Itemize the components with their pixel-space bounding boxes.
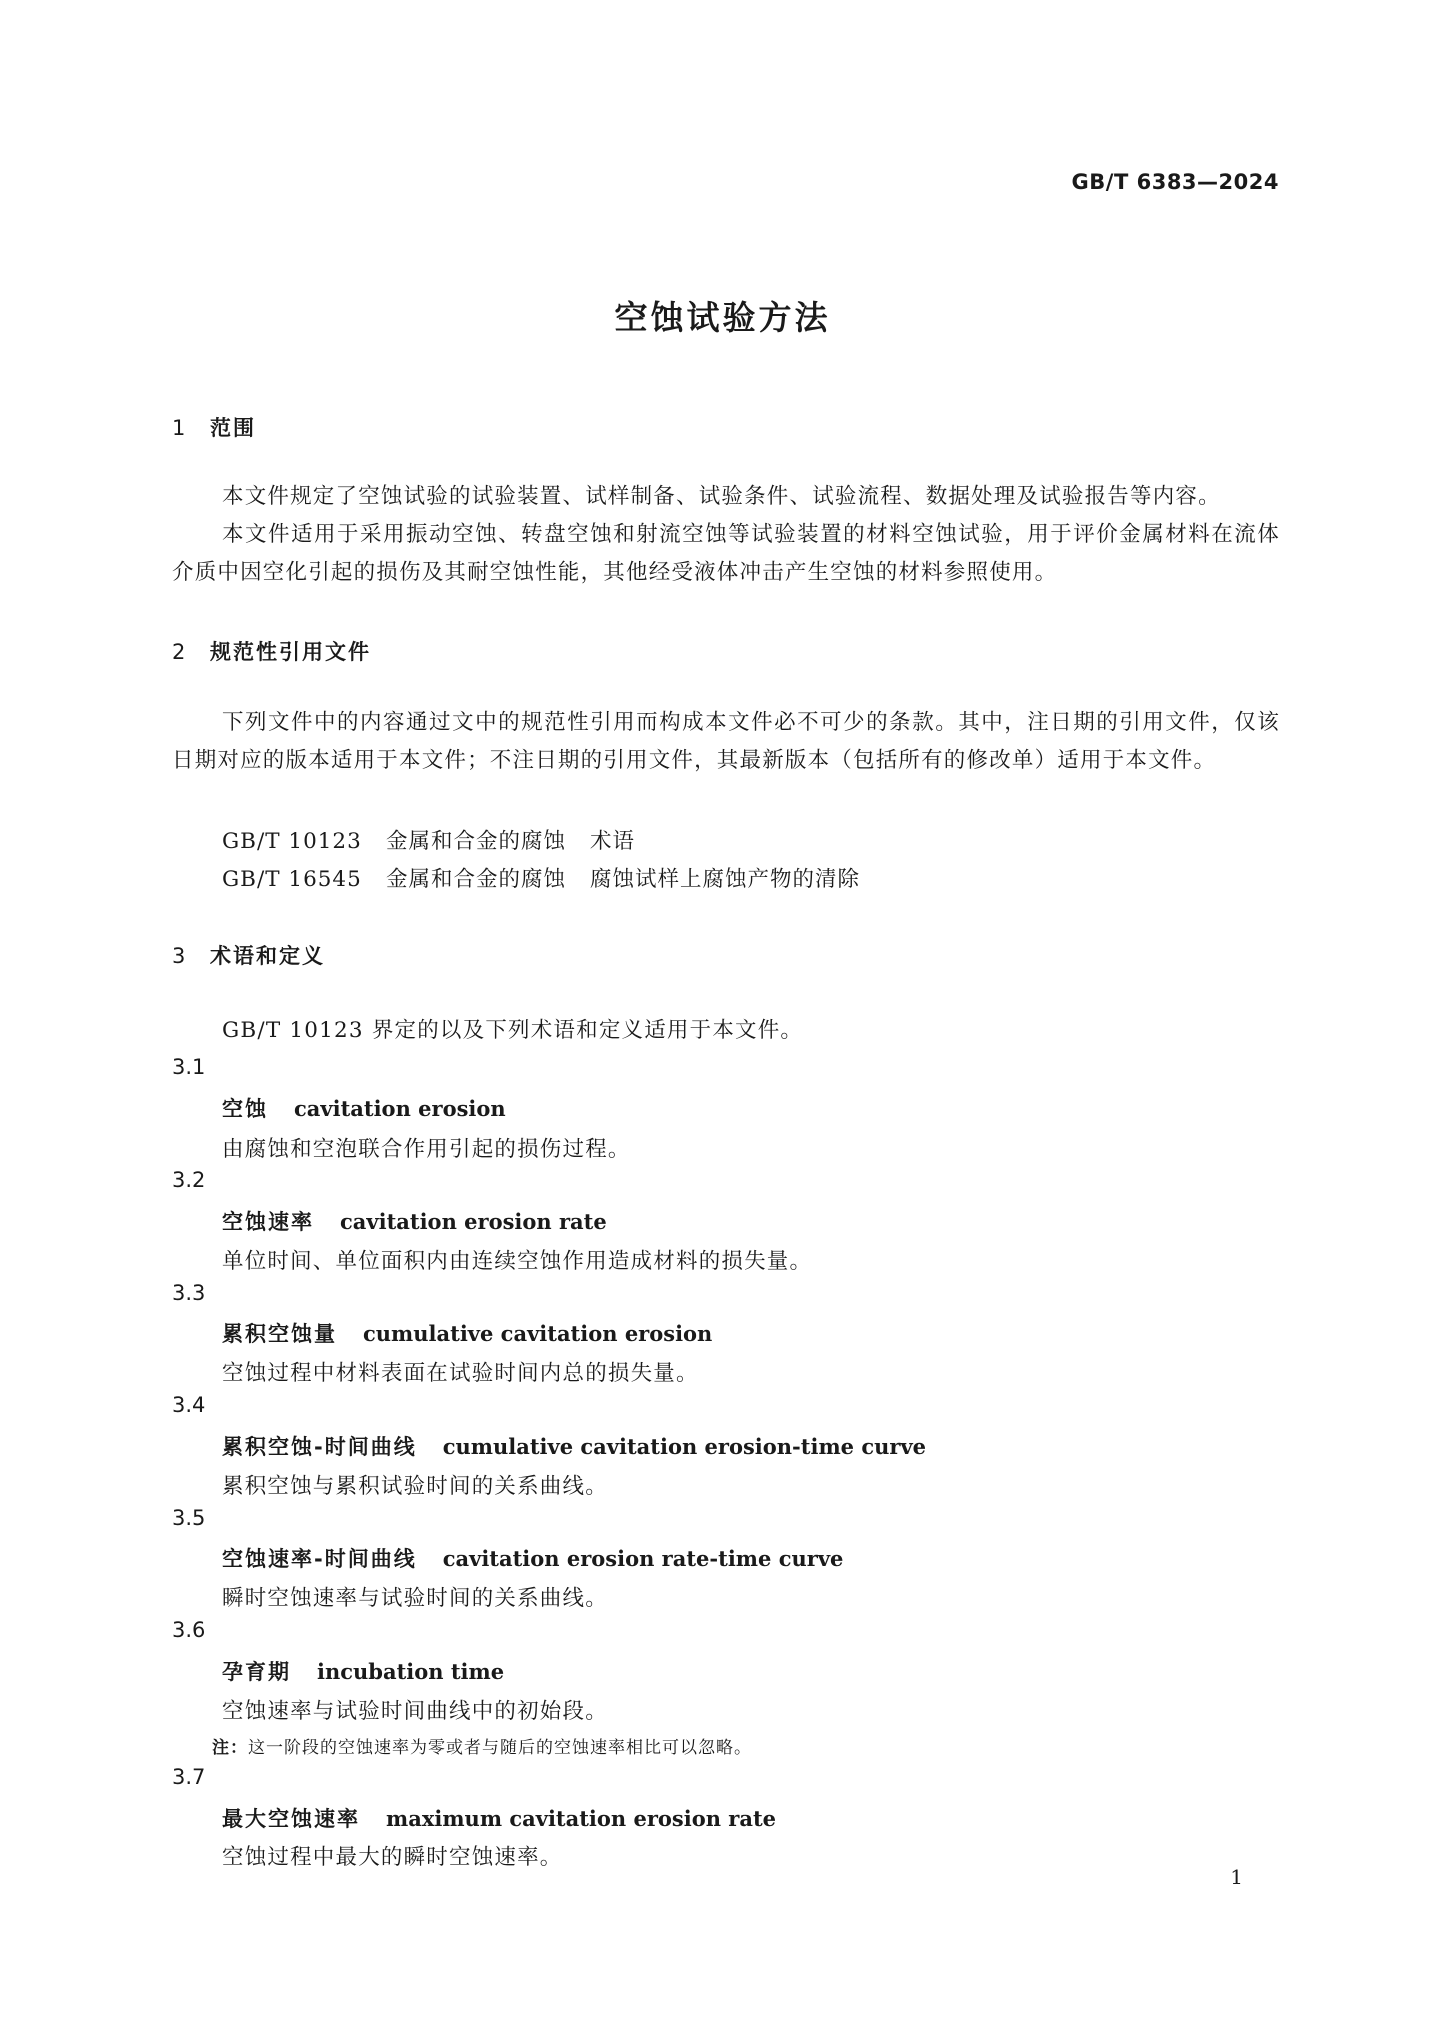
term-english: cavitation erosion rate — [340, 1209, 607, 1234]
term-definition: 空蚀过程中最大的瞬时空蚀速率。 — [222, 1845, 563, 1870]
term-heading — [222, 1543, 843, 1573]
section-heading-normative-references — [172, 636, 371, 666]
term-heading — [222, 1206, 607, 1236]
term-chinese: 累积空蚀量 — [222, 1322, 337, 1346]
term-definition: 空蚀过程中材料表面在试验时间内总的损失量。 — [222, 1361, 699, 1386]
term-english: cumulative cavitation erosion-time curve — [442, 1434, 927, 1459]
scope-paragraph-1: 本文件规定了空蚀试验的试验装置、试样制备、试验条件、试验流程、数据处理及试验报告等内容。 — [222, 484, 1221, 509]
term-chinese: 空蚀速率 — [222, 1210, 314, 1234]
reference-name: 金属和合金的腐蚀 — [386, 867, 567, 892]
term-definition: 单位时间、单位面积内由连续空蚀作用造成材料的损失量。 — [222, 1249, 813, 1274]
section-title: 规范性引用文件 — [210, 640, 371, 664]
term-english: cumulative cavitation erosion — [363, 1321, 713, 1346]
term-number: 3.1 — [172, 1055, 206, 1079]
reference-title: 术语 — [590, 829, 636, 854]
reference-entry — [222, 862, 860, 893]
term-chinese: 最大空蚀速率 — [222, 1807, 360, 1831]
reference-code: GB/T 10123 — [222, 829, 362, 854]
note-label: 注： — [212, 1738, 248, 1758]
term-number: 3.3 — [172, 1281, 206, 1305]
document-title: 空蚀试验方法 — [614, 298, 831, 337]
term-english: cavitation erosion — [294, 1096, 506, 1121]
term-chinese: 孕育期 — [222, 1660, 291, 1684]
term-number: 3.5 — [172, 1506, 206, 1530]
term-heading — [222, 1803, 776, 1833]
section-heading-terms — [172, 940, 325, 970]
term-heading — [222, 1093, 506, 1123]
term-definition: 累积空蚀与累积试验时间的关系曲线。 — [222, 1474, 608, 1499]
section-number: 3 — [172, 944, 188, 968]
section-number: 2 — [172, 640, 188, 664]
terms-intro: GB/T 10123 界定的以及下列术语和定义适用于本文件。 — [222, 1018, 804, 1043]
term-heading — [222, 1318, 712, 1348]
term-number: 3.4 — [172, 1393, 206, 1417]
section-title: 术语和定义 — [210, 944, 325, 968]
term-number: 3.2 — [172, 1168, 206, 1192]
standard-code: GB/T 6383—2024 — [1071, 170, 1279, 194]
term-chinese: 空蚀 — [222, 1097, 268, 1121]
scope-paragraph-2: 本文件适用于采用振动空蚀、转盘空蚀和射流空蚀等试验装置的材料空蚀试验，用于评价金属材料在流体介质中因空化引起的损伤及其耐空蚀性能，其他经受液体冲击产生空蚀的材料参照使用。 — [172, 522, 1280, 585]
term-chinese: 空蚀速率-时间曲线 — [222, 1547, 417, 1571]
reference-title: 腐蚀试样上腐蚀产物的清除 — [590, 867, 861, 892]
term-definition: 瞬时空蚀速率与试验时间的关系曲线。 — [222, 1586, 608, 1611]
term-chinese: 累积空蚀-时间曲线 — [222, 1435, 417, 1459]
reference-code: GB/T 16545 — [222, 867, 362, 892]
page-number: 1 — [1230, 1865, 1243, 1889]
term-english: maximum cavitation erosion rate — [386, 1806, 777, 1831]
section-title: 范围 — [210, 416, 256, 440]
term-definition: 空蚀速率与试验时间曲线中的初始段。 — [222, 1699, 608, 1724]
reference-name: 金属和合金的腐蚀 — [386, 829, 567, 854]
note-text: 这一阶段的空蚀速率为零或者与随后的空蚀速率相比可以忽略。 — [248, 1738, 752, 1758]
section-heading-scope — [172, 412, 256, 442]
reference-entry — [222, 824, 635, 855]
term-heading — [222, 1431, 926, 1461]
term-english: incubation time — [317, 1659, 505, 1684]
term-english: cavitation erosion rate-time curve — [442, 1546, 844, 1571]
normative-references-paragraph: 下列文件中的内容通过文中的规范性引用而构成本文件必不可少的条款。其中，注日期的引用文件，仅该日期对应的版本适用于本文件；不注日期的引用文件，其最新版本（包括所有的修改单）适用于本文件。 — [172, 710, 1280, 773]
term-number: 3.7 — [172, 1765, 206, 1789]
term-number: 3.6 — [172, 1618, 206, 1642]
term-definition: 由腐蚀和空泡联合作用引起的损伤过程。 — [222, 1137, 631, 1162]
term-note — [212, 1733, 752, 1758]
section-number: 1 — [172, 416, 188, 440]
term-heading — [222, 1656, 504, 1686]
